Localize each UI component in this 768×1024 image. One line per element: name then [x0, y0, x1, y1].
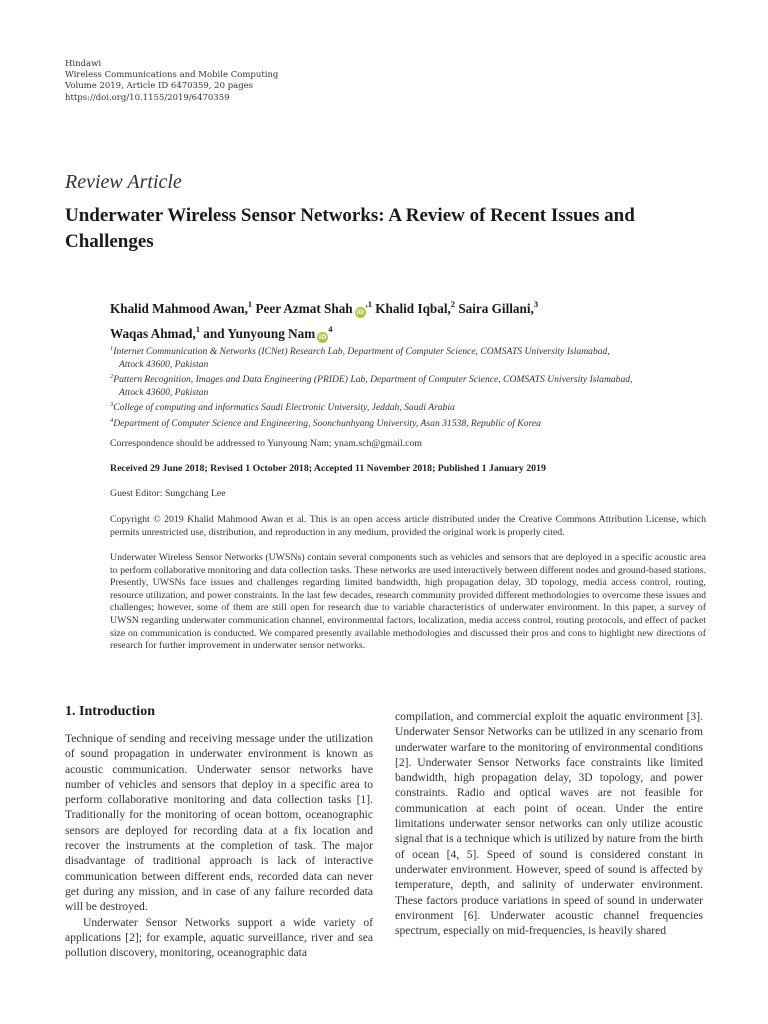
- section-heading: 1. Introduction: [65, 704, 155, 719]
- affiliation-text: Pattern Recognition, Images and Data Engineering (PRIDE) Lab, Department of Computer Science, COMSATS University Islamabad,: [113, 374, 633, 386]
- affiliation-marker: 1: [247, 299, 253, 309]
- author-name: and Yunyoung Nam: [203, 326, 316, 341]
- paragraph: Technique of sending and receiving message under the utilization of sound propagation in underwater environment is known as acoustic communication. Underwater sensor networks have number of vehicles and sensors that deploy in a specific area to perform collaborative monitoring and data collection tasks [1]. Traditionally for the monitoring of ocean bottom, oceanographic sensors are deployed for recording data at a fix location and recover the instruments at the completion of task. The major disadvantage of traditional approach is lack of interactive communication between different ends, recorded data can never get during any mission, and in case of any failure recorded data will be destroyed.: [65, 732, 373, 914]
- author-name: Waqas Ahmad,: [110, 326, 196, 341]
- paragraph: Underwater Sensor Networks support a wide variety of applications [2]; for example, aquatic surveillance, river and sea pollution discovery, monitoring, oceanographic data: [65, 915, 373, 960]
- affiliation-number: 4: [110, 416, 114, 424]
- affiliation-item: [110, 343, 710, 371]
- author-name: Peer Azmat Shah: [255, 301, 353, 316]
- copyright-notice: Copyright © 2019 Khalid Mahmood Awan et al. This is an open access article distributed under the Creative Commons Attribution License, which permits unrestricted use, distribution, and reproduction in any medium, provided the original work is properly cited.: [110, 514, 706, 538]
- author-name: Khalid Mahmood Awan,: [110, 301, 248, 316]
- journal-name: Wireless Communications and Mobile Computing: [65, 70, 279, 81]
- left-column: [65, 731, 373, 960]
- abstract: Underwater Wireless Sensor Networks (UWSNs) contain several components such as vehicles and sensors that are deployed in a specific acoustic area to perform collaborative monitoring and data collection tasks. These networks are used interactively between different nodes and ground-based stations. Presently, UWSNs face issues and challenges regarding limited bandwidth, high propagation delay, 3D topology, media access control, routing, resource utilization, and power constraints. In the last few decades, research community provided different methodologies to overcome these issues and challenges; however, some of them are still open for research due to variable characteristics of underwater environment. In this paper, a survey of UWSN regarding underwater communication channel, environmental factors, localization, media access control, routing protocols, and effect of packet size on communication is conducted. We compared presently available methodologies and discussed their pros and cons to highlight new directions of research for further improvement in underwater sensor networks.: [110, 552, 706, 652]
- affiliation-marker: 3: [533, 299, 539, 309]
- publisher-name: Hindawi: [65, 59, 102, 69]
- orcid-icon[interactable]: iD: [318, 333, 327, 341]
- affiliation-text: Attock 43600, Pakistan: [119, 358, 209, 370]
- orcid-icon[interactable]: iD: [356, 308, 364, 316]
- paper-title: Underwater Wireless Sensor Networks: A Review of Recent Issues and Challenges: [65, 205, 635, 252]
- affiliation-number: 3: [110, 401, 114, 409]
- journal-header: [65, 59, 278, 104]
- doi-link[interactable]: https://doi.org/10.1155/2019/6470359: [65, 92, 230, 103]
- affiliation-item: [110, 415, 710, 431]
- affiliation-marker: ,1: [365, 299, 372, 309]
- author-name: Saira Gillani,: [458, 301, 534, 316]
- affiliation-marker: 1: [195, 324, 200, 334]
- author-name: Khalid Iqbal,: [375, 301, 451, 316]
- affiliation-text: Attock 43600, Pakistan: [119, 386, 209, 398]
- affiliation-marker: 4: [328, 324, 333, 334]
- affiliation-number: 1: [110, 345, 114, 352]
- volume-info: Volume 2019, Article ID 6470359, 20 pages: [65, 81, 254, 92]
- correspondence: Correspondence should be addressed to Yunyoung Nam; ynam.sch@gmail.com: [110, 438, 423, 449]
- affiliations: [110, 343, 710, 431]
- affiliation-item: [110, 399, 710, 415]
- affiliation-text: Internet Communication & Networks (ICNet) Research Lab, Department of Computer Science, COMSATS University Islamabad,: [113, 346, 610, 357]
- author-list: [110, 294, 710, 344]
- affiliation-number: 2: [110, 373, 114, 381]
- affiliation-text: College of computing and informatics Saudi Electronic University, Jeddah, Saudi Arabia: [113, 402, 455, 414]
- affiliation-text: Department of Computer Science and Engineering, Soonchunhyang University, Asan 31538, Republic of Korea: [113, 417, 541, 429]
- guest-editor: Guest Editor: Sungchang Lee: [110, 488, 226, 499]
- right-column: [395, 709, 703, 938]
- article-type: Review Article: [65, 171, 182, 193]
- affiliation-item: [110, 371, 710, 399]
- affiliation-marker: 2: [450, 299, 456, 309]
- publication-dates: Received 29 June 2018; Revised 1 October 2018; Accepted 11 November 2018; Published 1 January 2019: [110, 463, 546, 474]
- paragraph: compilation, and commercial exploit the aquatic environment [3]. Underwater Sensor Networks can be utilized in any scenario from underwater warfare to the monitoring of environmental conditions [2]. Underwater Sensor Networks face constraints like limited bandwidth, high propagation delay, 3D topology, and power constraints. Radio and optical waves are not feasible for communication at each point of ocean. Under the entire limitations underwater sensor networks can only utilize acoustic signal that is a technique which is utilized by nature from the birth of ocean [4, 5]. Speed of sound is considered constant in underwater environment. However, speed of sound is affected by temperature, depth, and salinity of underwater environment. These factors produce variations in speed of sound in underwater environment [6]. Underwater acoustic channel frequencies spectrum, especially on mid-frequencies, is heavily shared: [395, 710, 703, 938]
